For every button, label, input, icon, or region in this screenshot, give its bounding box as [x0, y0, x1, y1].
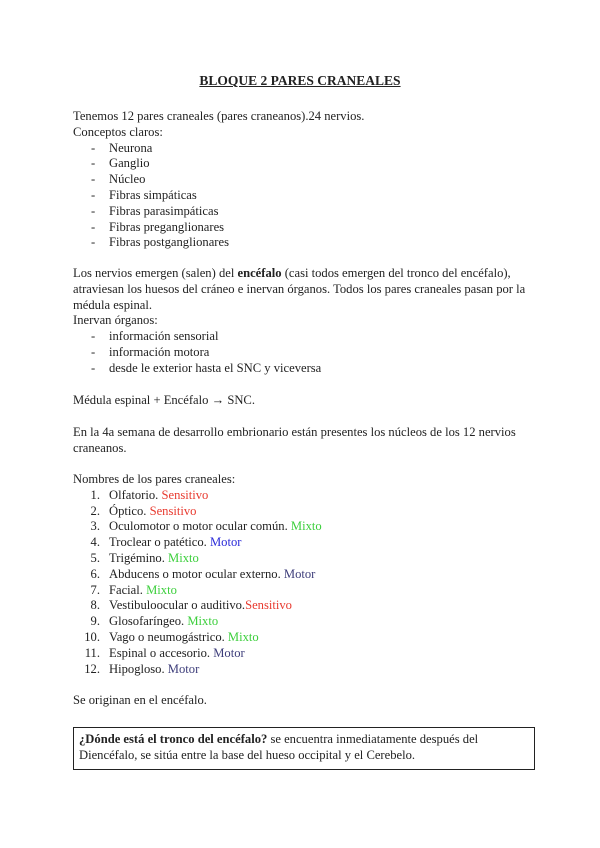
- page-title: BLOQUE 2 PARES CRANEALES: [199, 73, 401, 88]
- nerve-type: Sensitivo: [149, 503, 197, 518]
- nerve-item: [73, 567, 533, 583]
- nerve-name: Troclear o patético.: [109, 535, 210, 550]
- brainstem-note-box: [73, 727, 535, 770]
- innervate-label: Inervan órganos:: [73, 313, 158, 328]
- nerve-number: 8.: [90, 598, 100, 613]
- intro-section: [73, 109, 533, 251]
- nerve-item: [73, 662, 533, 678]
- nerve-number: 12.: [84, 661, 100, 676]
- nerve-type: Motor: [283, 566, 316, 581]
- nerve-number: 11.: [84, 645, 100, 660]
- concept-item: - Fibras postganglionares: [73, 235, 533, 251]
- nerve-number: 3.: [90, 519, 100, 534]
- concept-item: - Núcleo: [73, 172, 533, 188]
- nerve-name: Espinal o accesorio.: [109, 645, 214, 660]
- nerve-item: [73, 646, 533, 662]
- nerve-type: Mixto: [290, 519, 322, 534]
- nerve-number: 2.: [90, 503, 100, 518]
- nerve-item: [73, 614, 533, 630]
- nerve-type: Motor: [167, 661, 200, 676]
- nerves-section: [73, 472, 533, 677]
- snc-sentence: Médula espinal + Encéfalo → SNC.: [73, 393, 255, 407]
- nerve-name: Glosofaríngeo.: [109, 614, 188, 629]
- emergence-paragraph: [73, 266, 533, 313]
- nerve-number: 10.: [84, 629, 100, 644]
- concepts-list: [73, 141, 533, 252]
- nerve-item: [73, 598, 533, 614]
- nerve-name: Abducens o motor ocular externo.: [109, 566, 284, 581]
- nerve-item: [73, 488, 533, 504]
- nerve-name: Óptico.: [109, 503, 150, 518]
- nerve-item: [73, 535, 533, 551]
- brainstem-question: ¿Dónde está el tronco del encéfalo?: [79, 732, 268, 746]
- nerve-item: [73, 504, 533, 520]
- embryo-sentence: En la 4a semana de desarrollo embrionario están presentes los núcleos de los 12 nervios craneanos.: [73, 425, 516, 455]
- nerve-name: Hipogloso.: [109, 661, 168, 676]
- nerve-name: Oculomotor o motor ocular común.: [109, 519, 291, 534]
- nerve-number: 1.: [90, 487, 100, 502]
- nerve-type: Motor: [213, 645, 245, 660]
- concept-item: - Fibras parasimpáticas: [73, 204, 533, 220]
- nerve-name: Olfatorio.: [109, 487, 162, 502]
- brainstem-answer: se encuentra inmediatamente después del Diencéfalo, se sitúa entre la base del hueso occipital y el Cerebelo.: [79, 732, 479, 762]
- nerve-number: 4.: [90, 535, 100, 550]
- nerve-name: Vestibuloocular o auditivo.: [109, 598, 246, 613]
- nerve-name: Trigémino.: [109, 550, 169, 565]
- innervate-item: - desde le exterior hasta el SNC y viceversa: [73, 361, 533, 377]
- nerve-type: Sensitivo: [245, 598, 292, 613]
- nerve-number: 7.: [90, 582, 100, 597]
- emergence-section: [73, 266, 533, 377]
- nerve-name: Facial.: [109, 582, 147, 597]
- nerve-name: Vago o neumogástrico.: [109, 629, 228, 644]
- nerve-item: [73, 583, 533, 599]
- nerve-type: Mixto: [146, 582, 177, 597]
- nerve-type: Mixto: [227, 629, 259, 644]
- intro-line-count: Tenemos 12 pares craneales (pares craneanos).24 nervios.: [73, 109, 365, 123]
- concept-item: - Neurona: [73, 141, 533, 157]
- concept-item: - Fibras preganglionares: [73, 220, 533, 236]
- nerve-type: Mixto: [168, 550, 199, 565]
- emergence-text-post: (casi todos emergen del tronco del encéfalo), atraviesan los huesos del cráneo e inervan órganos. Todos los pares craneales pasan por la médula espinal.: [73, 266, 526, 312]
- nerves-label: Nombres de los pares craneales:: [73, 472, 236, 486]
- emergence-text-pre: Los nervios emergen (salen) del: [73, 266, 238, 280]
- innervate-item: - información motora: [73, 345, 533, 361]
- nerve-number: 5.: [90, 550, 100, 565]
- nerve-type: Sensitivo: [161, 487, 209, 502]
- nerves-list: [73, 488, 533, 678]
- concept-item: - Ganglio: [73, 156, 533, 172]
- nerve-item: [73, 519, 533, 535]
- innervate-list: [73, 329, 533, 376]
- nerve-type: Mixto: [187, 614, 219, 629]
- nerve-item: [73, 551, 533, 567]
- nerve-number: 9.: [90, 614, 100, 629]
- nerve-number: 6.: [90, 566, 100, 581]
- innervate-item: - información sensorial: [73, 329, 533, 345]
- concept-item: - Fibras simpáticas: [73, 188, 533, 204]
- nerve-type: Motor: [209, 535, 242, 550]
- emergence-text-bold: encéfalo: [237, 266, 282, 280]
- concepts-label: Conceptos claros:: [73, 124, 163, 139]
- nerve-item: [73, 630, 533, 646]
- origin-sentence: Se originan en el encéfalo.: [73, 693, 207, 707]
